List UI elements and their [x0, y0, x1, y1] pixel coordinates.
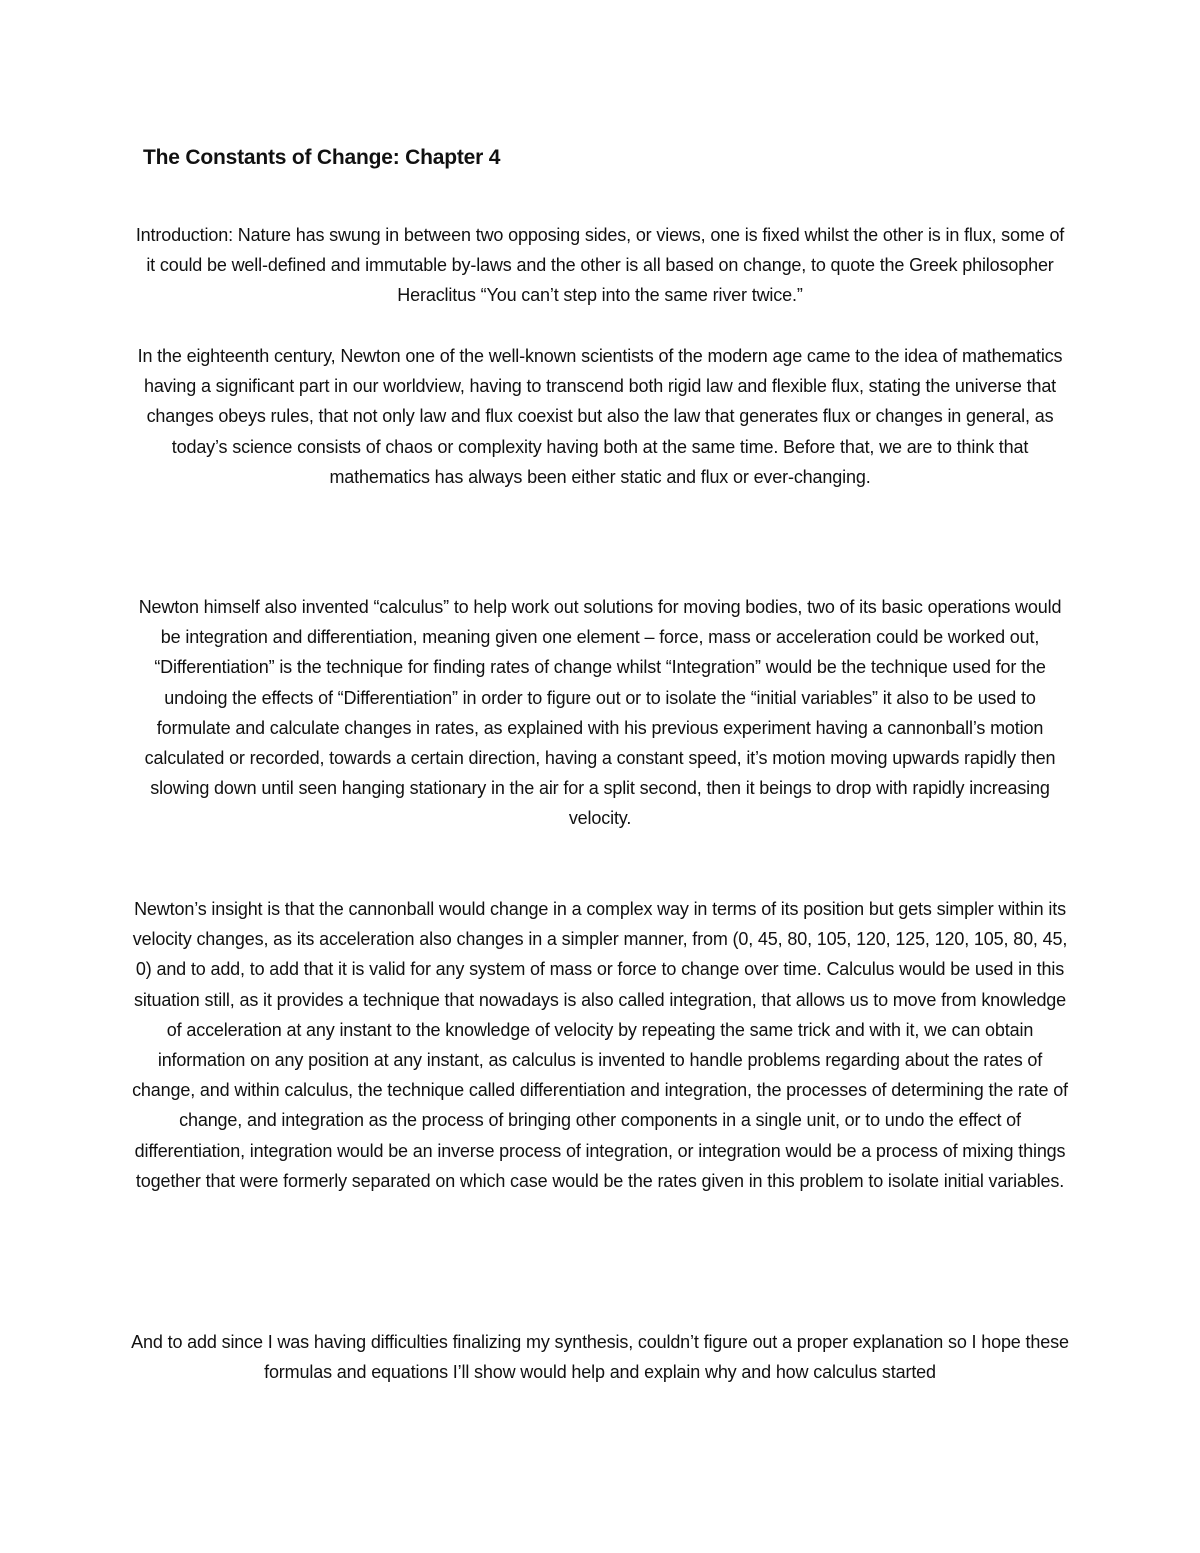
- document-title: The Constants of Change: Chapter 4: [143, 146, 501, 169]
- paragraph-newtons-insight: Newton’s insight is that the cannonball would change in a complex way in terms of its position but gets simpler within its velocity changes, as its acceleration also changes in a simpler manner, from (0, 45, 80, 105, 120, 125, 120, 105, 80, 45, 0) and to add, to add that it is valid for any system of mass or force to change over time. Calculus would be used in this situation still, as it provides a technique that nowadays is also called integration, that allows us to move from knowledge of acceleration at any instant to the knowledge of velocity by repeating the same trick and with it, we can obtain information on any position at any instant, as calculus is invented to handle problems regarding about the rates of change, and within calculus, the technique called differentiation and integration, the processes of determining the rate of change, and integration as the process of bringing other components in a single unit, or to undo the effect of differentiation, integration would be an inverse process of integration, or integration would be a process of mixing things together that were formerly separated on which case would be the rates given in this problem to isolate initial variables.: [132, 899, 1068, 1191]
- paragraph-eighteenth-century: In the eighteenth century, Newton one of the well-known scientists of the modern age came to the idea of mathematics having a significant part in our worldview, having to transcend both rigid law and flexible flux, stating the universe that changes obeys rules, that not only law and flux coexist but also the law that generates flux or changes in general, as today’s science consists of chaos or complexity having both at the same time. Before that, we are to think that mathematics has always been either static and flux or ever-changing.: [137, 346, 1063, 487]
- paragraph-introduction: Introduction: Nature has swung in between two opposing sides, or views, one is fixed whilst the other is in flux, some of it could be well-defined and immutable by-laws and the other is all based on change, to quote the Greek philosopher Heraclitus “You can’t step into the same river twice.”: [135, 225, 1065, 306]
- paragraph-synthesis-note: And to add since I was having difficulties finalizing my synthesis, couldn’t figure out a proper explanation so I hope these formulas and equations I’ll show would help and explain why and how calculus started: [131, 1332, 1069, 1383]
- paragraph-calculus: Newton himself also invented “calculus” to help work out solutions for moving bodies, two of its basic operations would be integration and differentiation, meaning given one element – force, mass or acceleration could be worked out, “Differentiation” is the technique for finding rates of change whilst “Integration” would be the technique used for the undoing the effects of “Differentiation” in order to figure out or to isolate the “initial variables” it also to be used to formulate and calculate changes in rates, as explained with his previous experiment having a cannonball’s motion calculated or recorded, towards a certain direction, having a constant speed, it’s motion moving upwards rapidly then slowing down until seen hanging stationary in the air for a split second, then it beings to drop with rapidly increasing velocity.: [138, 597, 1062, 829]
